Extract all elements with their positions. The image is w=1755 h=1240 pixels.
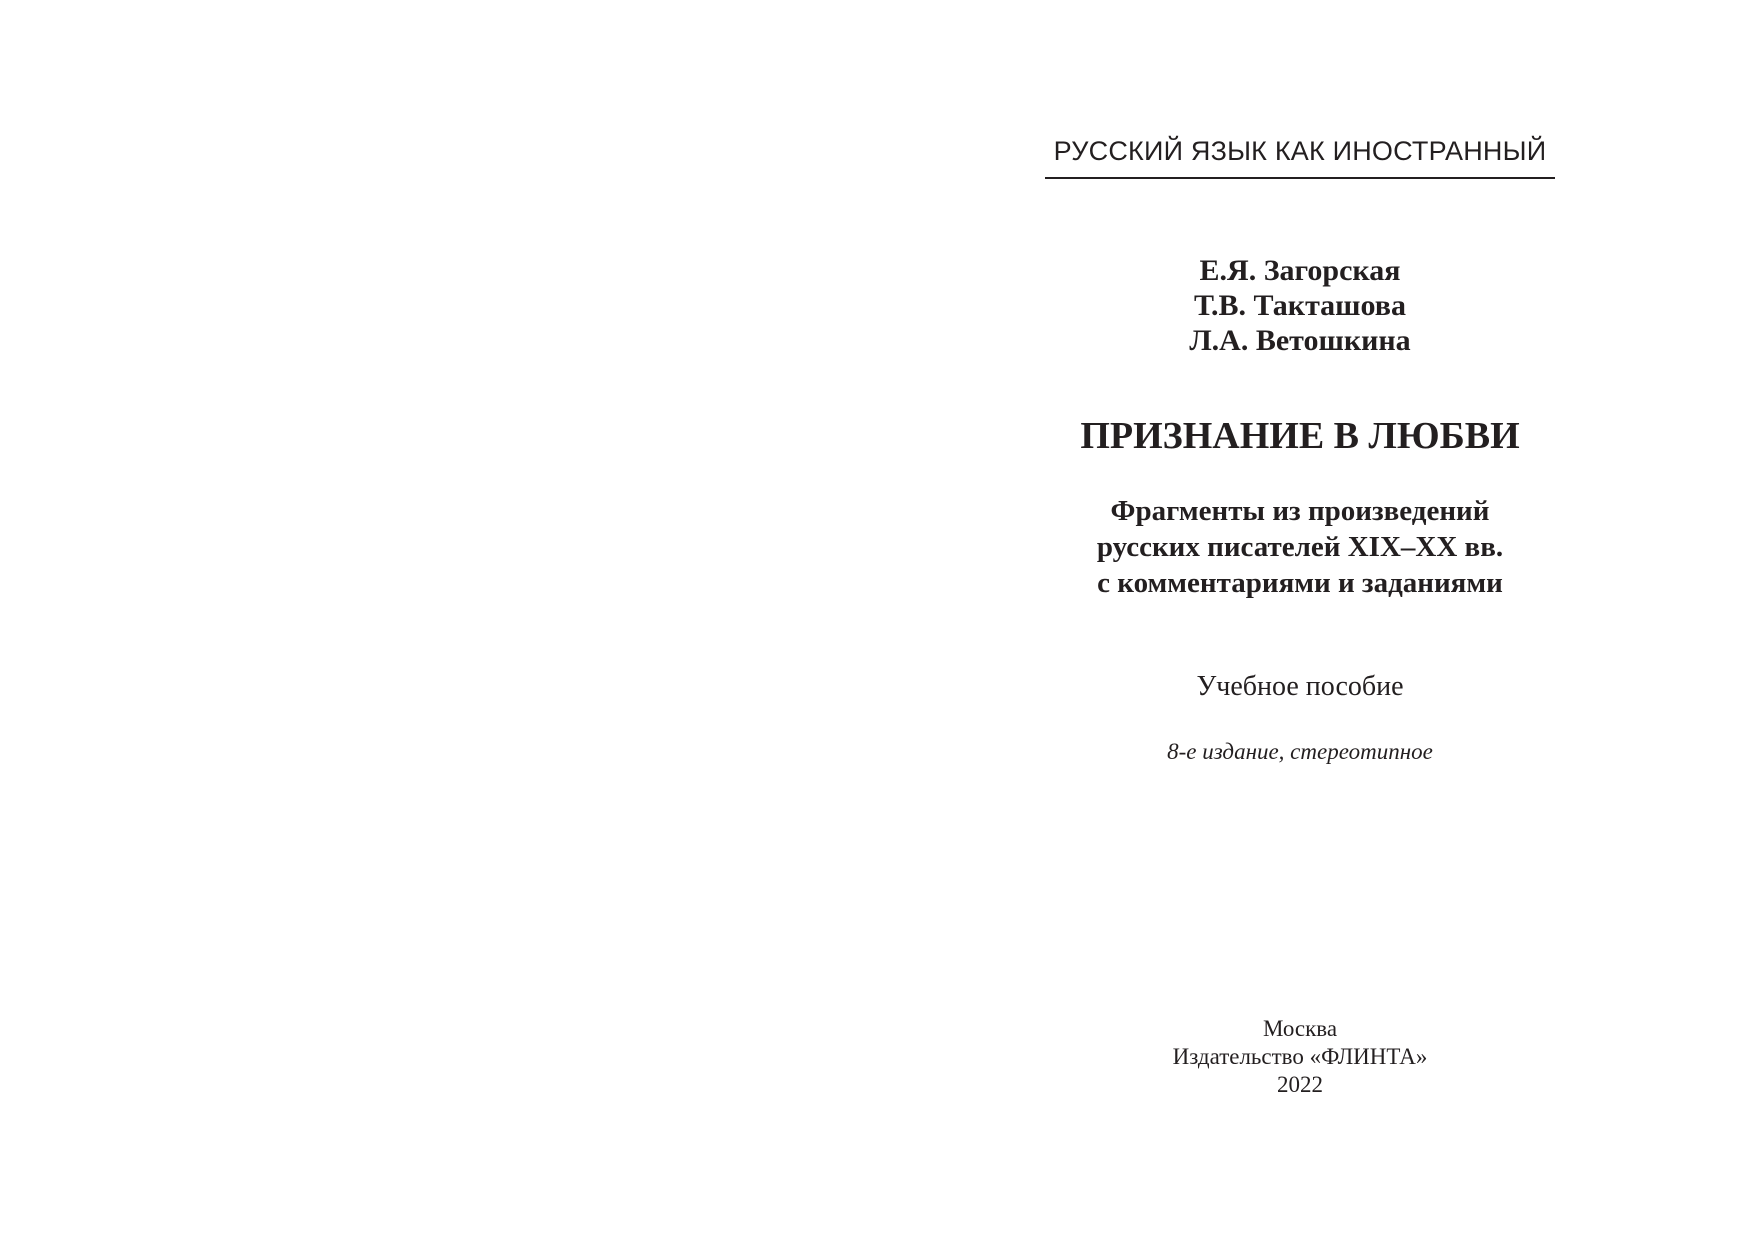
authors-list (1045, 253, 1555, 358)
edition-note: 8-е издание, стереотипное (1167, 739, 1433, 764)
imprint (1045, 1015, 1555, 1099)
subtitle-line: с комментариями и заданиями (1097, 567, 1503, 599)
subtitle-line: Фрагменты из произведений (1110, 495, 1490, 527)
subtitle-line: русских писателей XIX–XX вв. (1096, 531, 1504, 563)
document-type: Учебное пособие (1196, 671, 1404, 702)
book-title: ПРИЗНАНИЕ В ЛЮБВИ (1080, 415, 1520, 457)
left-page-blank (0, 0, 877, 1240)
imprint-year: 2022 (1277, 1072, 1323, 1097)
author-name: Е.Я. Загорская (1199, 254, 1401, 287)
author-name: Т.В. Такташова (1194, 289, 1406, 322)
series-divider (1045, 177, 1555, 179)
book-subtitle (1045, 493, 1555, 601)
imprint-city: Москва (1262, 1016, 1338, 1041)
series-heading: РУССКИЙ ЯЗЫК КАК ИНОСТРАННЫЙ (1053, 136, 1547, 166)
author-name: Л.А. Ветошкина (1189, 324, 1411, 357)
imprint-publisher: Издательство «ФЛИНТА» (1172, 1044, 1428, 1069)
